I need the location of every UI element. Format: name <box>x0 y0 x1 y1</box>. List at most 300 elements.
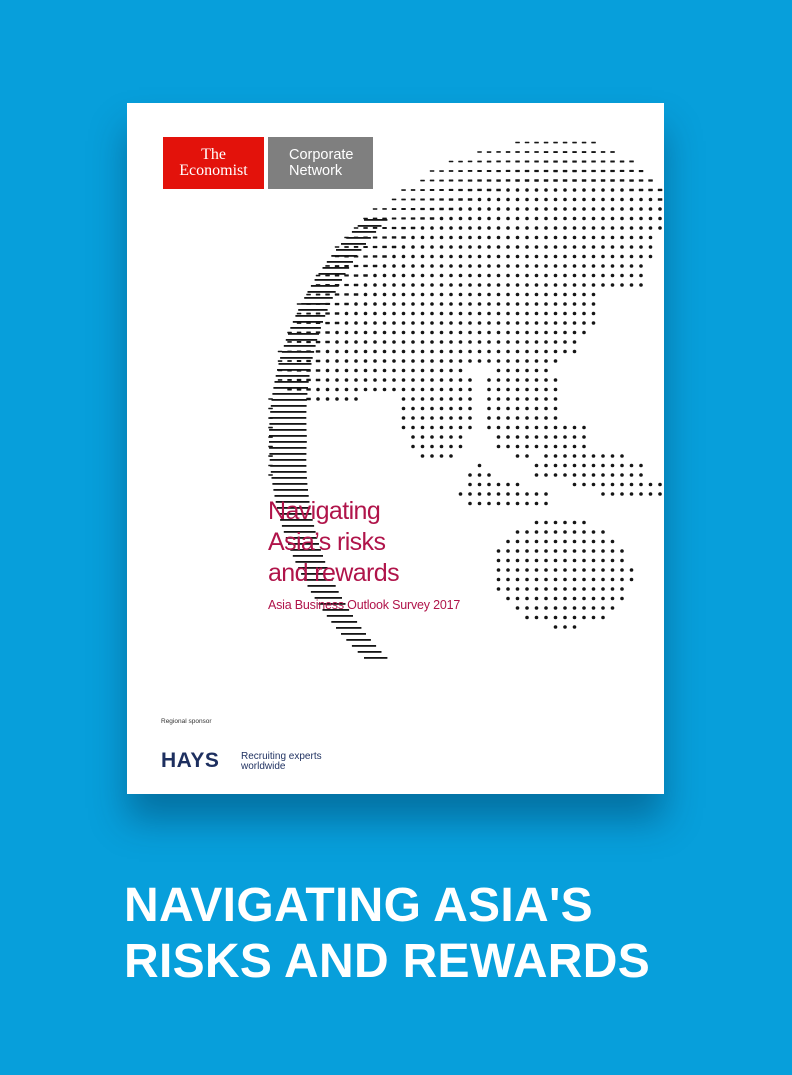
map-dot <box>449 397 453 401</box>
map-dot <box>563 559 567 563</box>
map-dot <box>316 379 321 382</box>
map-dot <box>335 322 340 325</box>
map-dot <box>363 265 368 267</box>
map-dot <box>373 350 377 354</box>
map-dot <box>563 264 567 268</box>
map-dot <box>411 189 416 191</box>
map-dot <box>478 464 482 468</box>
map-dot <box>516 597 520 601</box>
map-dot <box>516 483 520 487</box>
map-dot <box>459 226 463 230</box>
map-dot <box>459 435 463 439</box>
map-dot <box>544 445 548 449</box>
map-dot <box>535 587 539 591</box>
map-dot <box>535 236 539 240</box>
map-dot <box>459 359 463 363</box>
map-dot <box>611 483 615 487</box>
map-dot <box>563 521 567 525</box>
map-dot <box>601 170 606 172</box>
map-dot <box>535 445 539 449</box>
map-dot <box>459 426 463 430</box>
map-dot <box>525 312 529 316</box>
map-dot <box>525 454 529 458</box>
map-dot <box>563 435 567 439</box>
map-dot <box>297 360 302 362</box>
map-dot <box>563 606 567 610</box>
map-dot <box>601 492 605 496</box>
map-dot <box>525 302 529 306</box>
map-dot <box>658 207 662 211</box>
map-dot <box>506 397 510 401</box>
map-dot <box>535 388 539 392</box>
map-dot <box>316 369 321 371</box>
map-dot <box>525 540 529 544</box>
map-dot <box>535 274 539 278</box>
map-dot <box>535 606 539 610</box>
map-dot <box>592 473 596 477</box>
map-dot <box>354 246 359 248</box>
map-dot <box>630 274 634 278</box>
map-dot <box>364 331 368 335</box>
map-dot <box>402 283 406 287</box>
map-dot <box>421 454 425 458</box>
map-dot <box>525 179 530 181</box>
map-dot <box>335 265 340 267</box>
map-dot <box>298 309 327 311</box>
map-dot <box>421 340 425 344</box>
map-dot <box>287 379 292 381</box>
map-dot <box>544 407 548 411</box>
map-dot <box>468 217 472 221</box>
map-dot <box>273 387 308 389</box>
map-dot <box>468 350 472 354</box>
map-dot <box>411 435 415 439</box>
map-dot <box>449 435 453 439</box>
map-dot <box>430 388 434 392</box>
map-dot <box>270 465 306 467</box>
map-dot <box>430 293 434 297</box>
map-dot <box>649 207 653 211</box>
map-dot <box>516 283 520 287</box>
map-dot <box>506 312 510 316</box>
map-dot <box>630 245 634 249</box>
map-dot <box>478 340 482 344</box>
map-dot <box>271 405 307 407</box>
map-dot <box>554 597 558 601</box>
map-dot <box>373 340 377 344</box>
map-dot <box>506 264 510 268</box>
map-dot <box>325 341 330 343</box>
map-dot <box>373 237 378 239</box>
map-dot <box>535 198 539 202</box>
map-dot <box>306 341 311 343</box>
map-dot <box>582 151 587 153</box>
map-dot <box>525 274 529 278</box>
map-dot <box>373 274 377 278</box>
map-dot <box>629 161 634 163</box>
map-dot <box>335 359 339 363</box>
map-dot <box>506 293 510 297</box>
map-dot <box>525 321 529 325</box>
map-dot <box>544 521 548 525</box>
map-dot <box>572 161 577 163</box>
map-dot <box>620 264 624 268</box>
map-dot <box>392 199 397 201</box>
map-dot <box>269 447 306 449</box>
map-dot <box>630 283 634 287</box>
map-dot <box>354 397 358 401</box>
map-dot <box>582 606 586 610</box>
map-dot <box>629 179 634 181</box>
map-dot <box>506 217 510 221</box>
map-dot <box>478 274 482 278</box>
map-dot <box>611 245 615 249</box>
map-dot <box>544 568 548 572</box>
map-dot <box>421 388 425 392</box>
map-dot <box>421 274 425 278</box>
map-dot <box>411 321 415 325</box>
map-dot <box>383 312 387 316</box>
map-dot <box>459 302 463 306</box>
map-dot <box>563 236 567 240</box>
map-dot <box>611 464 615 468</box>
map-dot <box>582 483 586 487</box>
map-dot <box>620 179 625 181</box>
map-dot <box>592 274 596 278</box>
map-dot <box>629 170 634 172</box>
map-dot <box>544 492 548 496</box>
map-dot <box>345 388 349 392</box>
map-dot <box>554 245 558 249</box>
map-dot <box>487 502 491 506</box>
map-dot <box>544 245 548 249</box>
map-dot <box>290 327 321 329</box>
map-dot <box>601 616 605 620</box>
map-dot <box>497 255 501 259</box>
map-dot <box>487 331 491 335</box>
map-dot <box>554 397 558 401</box>
map-dot <box>535 226 539 230</box>
map-dot <box>354 369 358 373</box>
map-dot <box>496 189 501 192</box>
map-dot <box>497 226 501 230</box>
map-dot <box>459 283 463 287</box>
map-dot <box>630 473 634 477</box>
map-dot <box>582 616 586 620</box>
map-dot <box>525 568 529 572</box>
map-dot <box>344 265 349 267</box>
map-dot <box>525 578 529 582</box>
map-dot <box>268 427 273 429</box>
map-dot <box>383 293 387 297</box>
map-dot <box>592 188 596 192</box>
map-dot <box>411 274 415 278</box>
map-dot <box>392 218 397 220</box>
map-dot <box>364 369 368 373</box>
map-dot <box>345 359 349 363</box>
map-dot <box>468 302 472 306</box>
map-dot <box>620 483 624 487</box>
map-dot <box>421 378 425 382</box>
map-dot <box>534 179 539 181</box>
map-dot <box>611 217 615 221</box>
map-dot <box>620 207 624 211</box>
map-dot <box>544 274 548 278</box>
map-dot <box>525 245 529 249</box>
map-dot <box>449 369 453 373</box>
map-dot <box>506 350 510 354</box>
map-dot <box>439 198 444 200</box>
map-dot <box>611 549 615 553</box>
map-dot <box>459 445 463 449</box>
map-dot <box>383 378 387 382</box>
map-dot <box>573 625 577 629</box>
map-dot <box>639 274 643 278</box>
map-dot <box>516 264 520 268</box>
map-dot <box>270 459 307 461</box>
map-dot <box>401 189 406 191</box>
map-dot <box>554 549 558 553</box>
map-dot <box>592 483 596 487</box>
map-dot <box>544 350 548 354</box>
map-dot <box>554 312 558 316</box>
map-dot <box>487 293 491 297</box>
map-dot <box>468 378 472 382</box>
map-dot <box>601 207 605 211</box>
hays-tagline <box>241 752 322 772</box>
map-dot <box>516 549 520 553</box>
map-dot <box>506 559 510 563</box>
map-dot <box>421 264 425 268</box>
map-dot <box>620 597 624 601</box>
map-dot <box>544 302 548 306</box>
map-dot <box>563 464 567 468</box>
map-dot <box>506 435 510 439</box>
map-dot <box>345 369 349 373</box>
report-cover[interactable] <box>127 103 664 794</box>
map-dot <box>477 179 482 181</box>
map-dot <box>354 350 358 354</box>
map-dot <box>601 179 606 181</box>
map-dot <box>639 245 643 249</box>
map-dot <box>411 369 415 373</box>
map-dot <box>487 302 491 306</box>
map-dot <box>468 264 472 268</box>
map-dot <box>411 388 415 392</box>
map-dot <box>601 568 605 572</box>
map-dot <box>573 226 577 230</box>
map-dot <box>620 188 624 192</box>
dotted-globe-map-icon <box>127 103 664 794</box>
map-dot <box>525 587 529 591</box>
map-dot <box>601 559 605 563</box>
map-dot <box>582 521 586 525</box>
map-dot <box>458 180 463 182</box>
map-dot <box>554 293 558 297</box>
map-dot <box>280 357 313 359</box>
map-dot <box>582 435 586 439</box>
map-dot <box>582 217 586 221</box>
map-dot <box>592 312 596 316</box>
hays-tagline-line2: worldwide <box>241 761 286 772</box>
map-dot <box>544 606 548 610</box>
map-dot <box>515 161 520 163</box>
map-dot <box>592 226 596 230</box>
map-dot <box>506 302 510 306</box>
map-dot <box>573 264 577 268</box>
map-dot <box>468 312 472 316</box>
map-dot <box>506 161 511 163</box>
map-dot <box>268 408 273 410</box>
map-dot <box>535 188 539 192</box>
map-dot <box>440 369 444 373</box>
map-dot <box>601 606 605 610</box>
map-dot <box>506 578 510 582</box>
map-dot <box>383 350 387 354</box>
map-dot <box>354 331 358 335</box>
map-dot <box>468 397 472 401</box>
map-dot <box>336 249 361 251</box>
map-dot <box>544 331 548 335</box>
map-dot <box>287 341 292 343</box>
map-dot <box>639 464 643 468</box>
map-dot <box>402 274 406 278</box>
map-dot <box>468 483 472 487</box>
map-dot <box>497 445 501 449</box>
map-dot <box>582 283 586 287</box>
map-dot <box>563 245 567 249</box>
map-dot <box>611 255 615 259</box>
map-dot <box>449 407 453 411</box>
map-dot <box>497 359 501 363</box>
page-headline[interactable] <box>124 878 650 990</box>
map-dot <box>658 198 663 201</box>
map-dot <box>421 416 425 420</box>
map-dot <box>459 245 463 249</box>
map-dot <box>487 350 491 354</box>
map-dot <box>344 246 349 248</box>
map-dot <box>468 473 472 477</box>
map-dot <box>392 255 396 259</box>
map-dot <box>544 264 548 268</box>
map-dot <box>525 188 529 192</box>
map-dot <box>563 625 567 629</box>
map-dot <box>563 340 567 344</box>
hays-logo: HAYS <box>161 749 220 772</box>
map-dot <box>620 559 624 563</box>
map-dot <box>525 283 529 287</box>
map-dot <box>497 378 501 382</box>
map-dot <box>563 179 568 181</box>
map-dot <box>573 217 577 221</box>
map-dot <box>420 189 425 191</box>
map-dot <box>402 245 406 249</box>
map-dot <box>592 236 596 240</box>
map-dot <box>544 559 548 563</box>
map-dot <box>544 179 549 181</box>
map-dot <box>459 264 463 268</box>
map-dot <box>272 483 307 485</box>
map-dot <box>630 264 634 268</box>
map-dot <box>458 198 463 200</box>
map-dot <box>601 236 605 240</box>
map-dot <box>392 359 396 363</box>
map-dot <box>535 416 539 420</box>
map-dot <box>525 217 529 221</box>
map-dot <box>468 283 472 287</box>
map-dot <box>449 378 453 382</box>
map-dot <box>478 226 482 230</box>
map-dot <box>535 559 539 563</box>
map-dot <box>611 236 615 240</box>
map-dot <box>430 359 434 363</box>
map-dot <box>582 179 587 181</box>
map-dot <box>421 426 425 430</box>
map-dot <box>516 198 520 202</box>
map-dot <box>525 388 529 392</box>
map-dot <box>411 283 415 287</box>
map-dot <box>304 297 333 299</box>
map-dot <box>411 331 415 335</box>
map-dot <box>649 217 653 221</box>
map-dot <box>487 170 492 172</box>
map-dot <box>554 473 558 477</box>
map-dot <box>535 426 539 430</box>
map-dot <box>592 530 596 534</box>
map-dot <box>392 378 396 382</box>
map-dot <box>611 568 615 572</box>
map-dot <box>459 312 463 316</box>
map-dot <box>364 321 368 325</box>
map-dot <box>534 161 539 163</box>
map-dot <box>573 293 577 297</box>
map-dot <box>515 151 520 153</box>
map-dot <box>306 379 311 381</box>
map-dot <box>402 388 406 392</box>
map-dot <box>534 142 539 144</box>
map-dot <box>354 378 358 382</box>
map-dot <box>554 207 558 211</box>
map-dot <box>563 578 567 582</box>
map-dot <box>497 217 501 221</box>
map-dot <box>459 331 463 335</box>
map-dot <box>383 321 387 325</box>
map-dot <box>487 397 491 401</box>
map-dot <box>497 407 501 411</box>
corporate-network-logo <box>268 137 373 189</box>
map-dot <box>468 426 472 430</box>
map-dot <box>440 236 444 240</box>
map-dot <box>383 340 387 344</box>
map-dot <box>468 245 472 249</box>
map-dot <box>544 198 548 202</box>
map-dot <box>459 274 463 278</box>
map-dot <box>430 208 435 210</box>
map-dot <box>516 274 520 278</box>
map-dot <box>364 340 368 344</box>
map-dot <box>592 578 596 582</box>
map-dot <box>535 331 539 335</box>
map-dot <box>563 426 567 430</box>
map-dot <box>582 331 586 335</box>
map-dot <box>658 483 662 487</box>
map-dot <box>430 236 434 240</box>
map-dot <box>449 283 453 287</box>
map-dot <box>516 578 520 582</box>
map-dot <box>392 321 396 325</box>
map-dot <box>286 339 317 341</box>
map-dot <box>573 302 577 306</box>
